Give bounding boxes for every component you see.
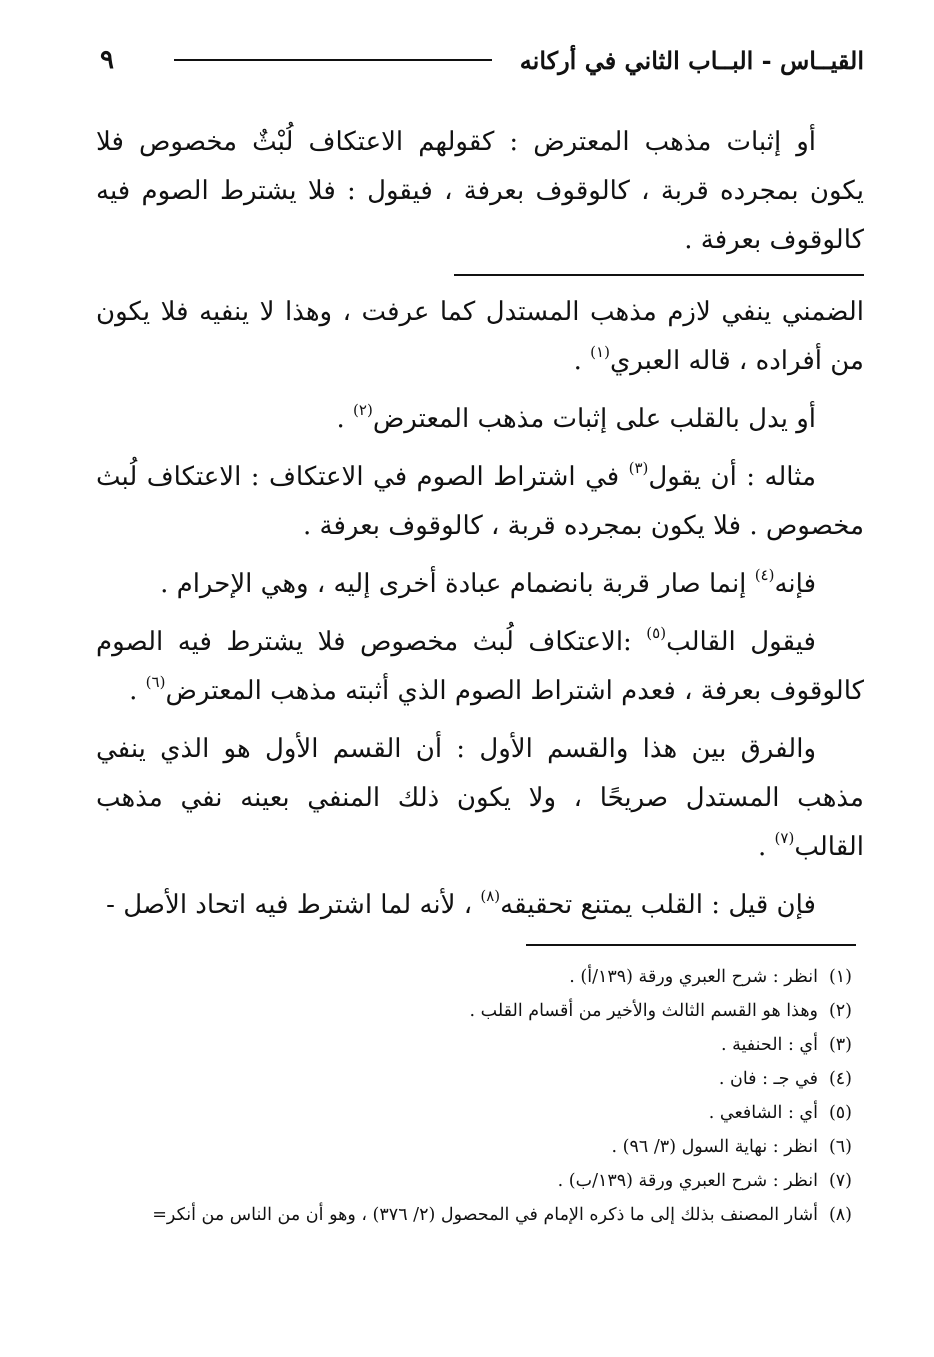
footnote-ref-7: (٧) [774,829,795,847]
paragraph-3-end: . [336,404,354,434]
paragraph-6 [96,618,864,716]
paragraph-5-text-a: فإنه [774,569,816,599]
footnote-1 [70,960,852,994]
footnote-number: (٣) [828,1035,852,1055]
footnote-number: (٢) [828,1001,852,1021]
footnote-text: انظر : شرح العبري ورقة (١٣٩/أ) . [569,967,818,987]
footnote-separator-rule [526,944,856,946]
footnote-number: (٥) [828,1103,852,1123]
paragraph-4-text-a: مثاله : أن يقول [648,462,816,492]
footnote-text: في جـ : فان . [718,1069,818,1089]
header-rule [174,59,492,61]
paragraph-7 [96,725,864,872]
paragraph-4 [96,453,864,551]
footnote-text: أي : الحنفية . [721,1035,818,1055]
footnote-ref-3: (٣) [628,459,649,477]
paragraph-7-text: والفرق بين هذا والقسم الأول : أن القسم الأول هو الذي ينفي مذهب المستدل صريحًا ، ولا يكون ذلك المنفي بعينه نفي مذهب القالب [96,734,864,862]
footnote-ref-4: (٤) [754,566,775,584]
running-title: القيــاس - البــاب الثاني في أركانه [519,45,864,75]
footnotes [70,960,852,1232]
paragraph-2 [96,288,864,386]
footnote-7 [70,1164,852,1198]
paragraph-5-text-b: إنما صار قربة بانضمام عبادة أخرى إليه ، وهي الإحرام . [160,569,755,599]
paragraph-5 [96,560,864,609]
paragraph-4-text-b: في اشتراط الصوم في الاعتكاف : الاعتكاف لُبث مخصوص . فلا يكون بمجرده قربة ، كالوقوف بعرفة . [96,462,864,541]
footnote-5 [70,1096,852,1130]
paragraph-8-text-a: فإن قيل : القلب يمتنع تحقيقه [500,890,816,920]
footnote-number: (٧) [828,1171,852,1191]
footnote-ref-5: (٥) [646,624,667,642]
page-number: ٩ [100,45,114,75]
footnote-ref-8: (٨) [480,887,501,905]
footnote-8 [70,1198,852,1232]
paragraph-6-text-a: فيقول القالب [666,627,816,657]
footnote-ref-6: (٦) [145,673,166,691]
footnote-4 [70,1062,852,1096]
footnote-text: أشار المصنف بذلك إلى ما ذكره الإمام في المحصول (٢/ ٣٧٦) ، وهو أن من الناس من أنكر= [152,1205,818,1225]
paragraph-6-text-b: :الاعتكاف لُبث مخصوص فلا يشترط فيه الصوم كالوقوف بعرفة ، فعدم اشتراط الصوم الذي أثبته مذهب المعترض [96,627,864,706]
page-header [100,38,864,82]
footnote-number: (١) [828,967,852,987]
paragraph-3 [96,395,864,444]
footnote-text: انظر : نهاية السول (٣/ ٩٦) . [611,1137,818,1157]
footnote-6 [70,1130,852,1164]
paragraph-7-end: . [758,832,775,862]
footnote-text: أي : الشافعي . [708,1103,818,1123]
footnote-number: (٨) [828,1205,852,1225]
main-text [96,118,864,939]
paragraph-8 [96,881,864,930]
paragraph-2-text: الضمني ينفي لازم مذهب المستدل كما عرفت ، وهذا لا ينفيه فلا يكون من أفراده ، قاله العبري [96,297,864,376]
footnote-3 [70,1028,852,1062]
paragraph-8-text-b: ، لأنه لما اشترط فيه اتحاد الأصل - [106,890,481,920]
footnote-2 [70,994,852,1028]
footnote-text: انظر : شرح العبري ورقة (١٣٩/ب) . [557,1171,818,1191]
footnote-ref-1: (١) [590,343,610,361]
paragraph-1: أو إثبات مذهب المعترض : كقولهم الاعتكاف لُبْثٌ مخصوص فلا يكون بمجرده قربة ، كالوقوف بعرفة ، فيقول : فلا يشترط الصوم فيه كالوقوف بعرفة . [96,127,864,255]
paragraph-6-end: . [129,676,146,706]
footnote-ref-2: (٢) [353,401,373,419]
paragraph-2-end: . [573,346,591,376]
footnote-number: (٤) [828,1069,852,1089]
footnote-text: وهذا هو القسم الثالث والأخير من أقسام القلب . [469,1001,818,1021]
footnote-number: (٦) [828,1137,852,1157]
paragraph-3-text: أو يدل بالقلب على إثبات مذهب المعترض [372,404,816,434]
quote-separator-rule [454,274,864,276]
